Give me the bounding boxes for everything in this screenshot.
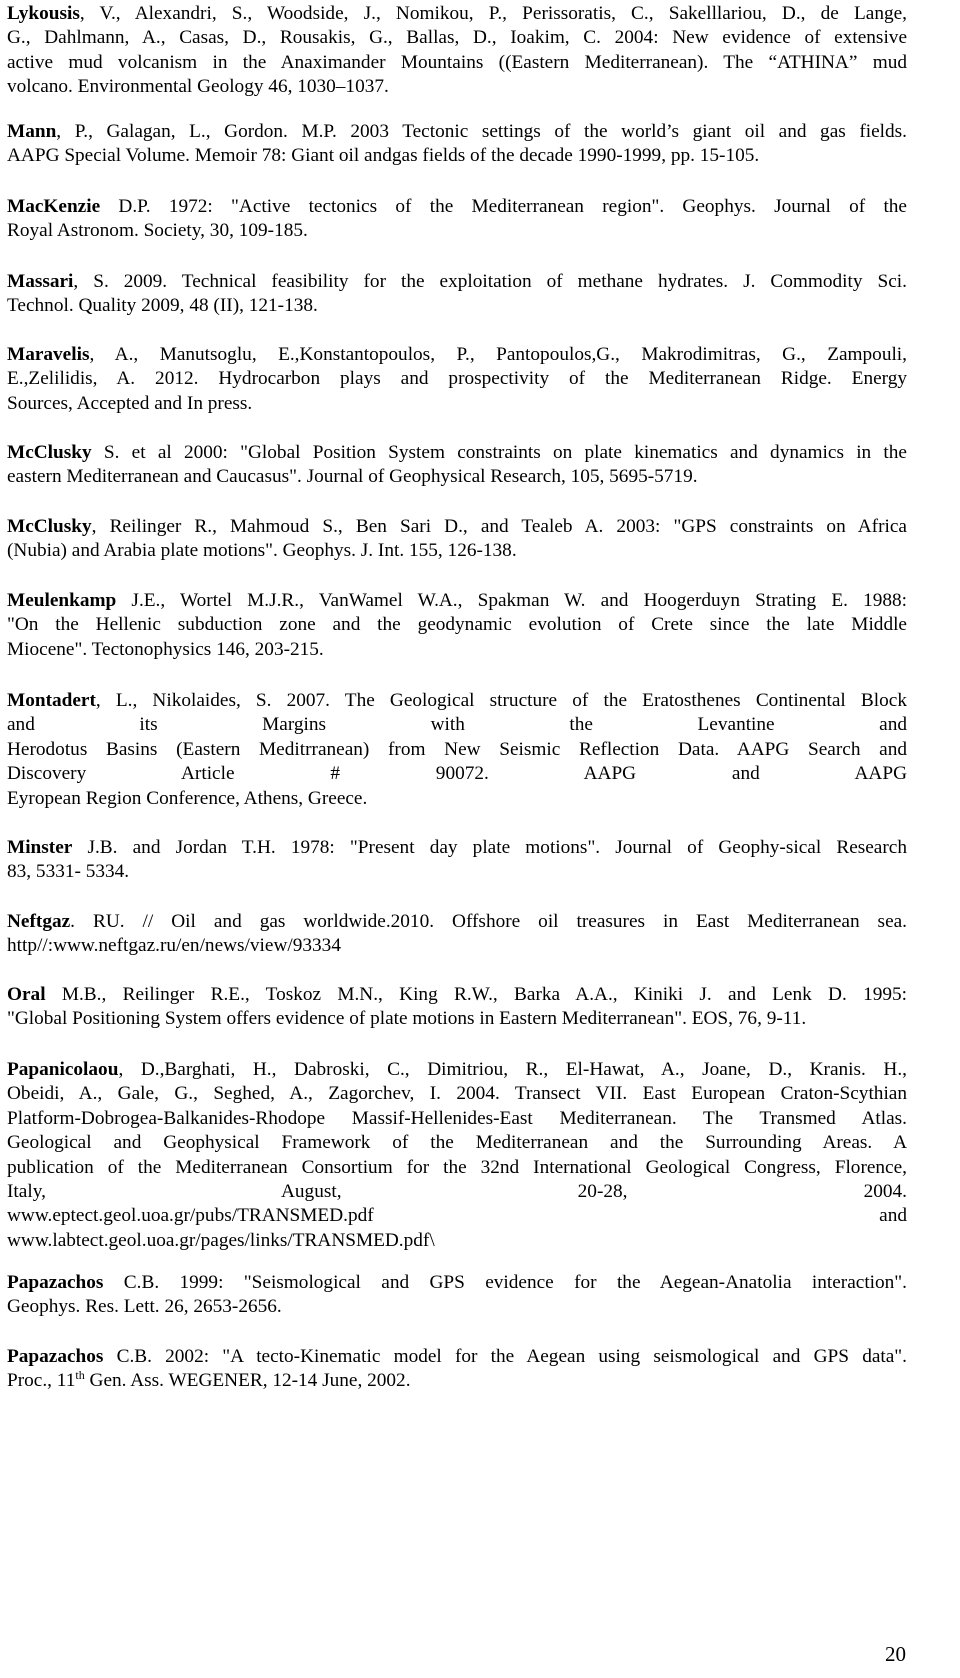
- reference-line: [7, 1180, 907, 1204]
- reference-author-name: Massari: [7, 271, 74, 292]
- reference-text: Miocene". Tectonophysics 146, 203-215.: [7, 638, 324, 660]
- reference-text: Proc., 11: [7, 1370, 76, 1392]
- reference-line: [7, 860, 907, 884]
- reference-entry: [7, 910, 907, 959]
- reference-line: [7, 638, 907, 662]
- reference-text: , L., Nikolaides, S. 2007. The Geological structure of the Eratosthenes Continental Block: [95, 690, 907, 711]
- reference-text: , S. 2009. Technical feasibility for the exploitation of methane hydrates. J. Commodity Sci.: [73, 271, 907, 292]
- reference-text: www.eptect.geol.uoa.gr/pubs/TRANSMED.pdf and: [7, 1205, 907, 1227]
- reference-text: Geophys. Res. Lett. 26, 2653-2656.: [7, 1296, 282, 1318]
- reference-text: Obeidi, A., Gale, G., Seghed, A., Zagorchev, I. 2004. Transect VII. East European Craton-Scythian: [7, 1083, 907, 1105]
- reference-text: Sources, Accepted and In press.: [7, 392, 253, 414]
- reference-text: Discovery Article # 90072. AAPG and AAPG: [7, 763, 907, 785]
- reference-line: [7, 120, 907, 144]
- reference-line: [7, 75, 907, 99]
- reference-author-name: McClusky: [7, 516, 92, 537]
- reference-text: G., Dahlmann, A., Casas, D., Rousakis, G., Ballas, D., Ioakim, C. 2004: New evidence of extensive: [7, 27, 907, 49]
- reference-entry: [7, 441, 907, 490]
- reference-text: . RU. // Oil and gas worldwide.2010. Offshore oil treasures in East Mediterranean sea.: [70, 911, 907, 932]
- reference-text: eastern Mediterranean and Caucasus". Journal of Geophysical Research, 105, 5695-5719.: [7, 466, 698, 488]
- reference-text: M.B., Reilinger R.E., Toskoz M.N., King R.W., Barka A.A., Kiniki J. and Lenk D. 1995:: [45, 984, 907, 1005]
- reference-text: C.B. 2002: "A tecto-Kinematic model for the Aegean using seismological and GPS data".: [103, 1346, 907, 1367]
- reference-text: http//:www.neftgaz.ru/en/news/view/93334: [7, 935, 341, 957]
- reference-entry: [7, 343, 907, 416]
- reference-line: [7, 983, 907, 1007]
- reference-text: C.B. 1999: "Seismological and GPS evidence for the Aegean-Anatolia interaction".: [103, 1272, 907, 1293]
- reference-line: [7, 144, 907, 168]
- reference-entry: [7, 1271, 907, 1320]
- reference-line: [7, 1007, 907, 1031]
- reference-text: www.labtect.geol.uoa.gr/pages/links/TRANSMED.pdf\: [7, 1229, 435, 1251]
- reference-line: [7, 51, 907, 75]
- reference-entry: [7, 515, 907, 564]
- reference-text: active mud volcanism in the Anaximander Mountains ((Eastern Mediterranean). The “ATHINA” mud: [7, 51, 907, 73]
- reference-line: [7, 1058, 907, 1082]
- reference-line: [7, 2, 907, 26]
- reference-entry: [7, 270, 907, 319]
- reference-author-name: Montadert: [7, 690, 96, 711]
- reference-author-name: Minster: [7, 837, 73, 858]
- reference-line: [7, 294, 907, 318]
- reference-text: and its Margins with the Levantine and: [7, 714, 907, 736]
- reference-line: [7, 441, 907, 465]
- reference-text: D.P. 1972: "Active tectonics of the Mediterranean region". Geophys. Journal of the: [100, 196, 907, 217]
- reference-line: [7, 787, 907, 811]
- reference-text: , P., Galagan, L., Gordon. M.P. 2003 Tectonic settings of the world’s giant oil and gas fields.: [56, 121, 907, 142]
- reference-text: publication of the Mediterranean Consortium for the 32nd International Geological Congress, Florence,: [7, 1156, 907, 1178]
- reference-line: [7, 26, 907, 50]
- reference-text: Italy, August, 20-28, 2004.: [7, 1181, 907, 1203]
- reference-text: 83, 5331- 5334.: [7, 861, 130, 883]
- reference-text: Platform-Dobrogea-Balkanides-Rhodope Massif-Hellenides-East Mediterranean. The Transmed Atlas.: [7, 1107, 907, 1129]
- reference-text: J.E., Wortel M.J.R., VanWamel W.A., Spakman W. and Hoogerduyn Strating E. 1988:: [116, 590, 907, 611]
- reference-line: [7, 270, 907, 294]
- reference-text: volcano. Environmental Geology 46, 1030–1037.: [7, 76, 389, 98]
- reference-line: [7, 1131, 907, 1155]
- reference-line: [7, 689, 907, 713]
- reference-text: (Nubia) and Arabia plate motions". Geophys. J. Int. 155, 126-138.: [7, 540, 517, 562]
- reference-text: Gen. Ass. WEGENER, 12-14 June, 2002.: [84, 1370, 411, 1392]
- reference-line: [7, 1107, 907, 1131]
- reference-text: "On the Hellenic subduction zone and the geodynamic evolution of Crete since the late Middle: [7, 614, 907, 636]
- reference-text: J.B. and Jordan T.H. 1978: "Present day plate motions". Journal of Geophy-sical Research: [72, 837, 907, 858]
- reference-entry: [7, 589, 907, 662]
- reference-entry: [7, 836, 907, 885]
- reference-text: Eyropean Region Conference, Athens, Greece.: [7, 787, 368, 809]
- reference-line: [7, 539, 907, 563]
- reference-entry: [7, 195, 907, 244]
- reference-text: , D.,Barghati, H., Dabroski, C., Dimitriou, R., El-Hawat, A., Joane, D., Kranis. H.,: [118, 1059, 907, 1080]
- reference-line: [7, 934, 907, 958]
- reference-line: [7, 1229, 907, 1253]
- reference-text: S. et al 2000: "Global Position System constraints on plate kinematics and dynamics in the: [91, 442, 907, 463]
- reference-text: AAPG Special Volume. Memoir 78: Giant oil andgas fields of the decade 1990-1999, pp. 15-105.: [7, 145, 760, 167]
- reference-line: [7, 1204, 907, 1228]
- reference-line: [7, 465, 907, 489]
- reference-author-name: Papazachos: [7, 1272, 104, 1293]
- reference-entry: [7, 1345, 907, 1394]
- reference-author-name: Meulenkamp: [7, 590, 117, 611]
- reference-author-name: Mann: [7, 121, 57, 142]
- reference-line: [7, 1345, 907, 1369]
- reference-line: [7, 589, 907, 613]
- reference-line: [7, 515, 907, 539]
- reference-text: , Reilinger R., Mahmoud S., Ben Sari D., and Tealeb A. 2003: "GPS constraints on Africa: [91, 516, 907, 537]
- reference-text: , A., Manutsoglu, E.,Konstantopoulos, P., Pantopoulos,G., Makrodimitras, G., Zampouli,: [89, 344, 907, 365]
- reference-author-name: Papanicolaou: [7, 1059, 119, 1080]
- reference-line: [7, 1156, 907, 1180]
- reference-line: [7, 1082, 907, 1106]
- reference-line: [7, 613, 907, 637]
- reference-author-name: McClusky: [7, 442, 92, 463]
- reference-line: [7, 343, 907, 367]
- reference-line: [7, 392, 907, 416]
- page-number: 20: [885, 1642, 906, 1666]
- reference-line: [7, 910, 907, 934]
- reference-author-name: Neftgaz: [7, 911, 71, 932]
- reference-entry: [7, 689, 907, 811]
- reference-author-name: Lykousis: [7, 3, 80, 24]
- reference-entry: [7, 1058, 907, 1253]
- reference-line: [7, 195, 907, 219]
- reference-author-name: Oral: [7, 984, 46, 1005]
- reference-text: E.,Zelilidis, A. 2012. Hydrocarbon plays and prospectivity of the Mediterranean Ridge. Energy: [7, 368, 907, 390]
- reference-line: [7, 1369, 907, 1393]
- reference-author-name: Papazachos: [7, 1346, 104, 1367]
- reference-line: [7, 367, 907, 391]
- reference-entry: [7, 983, 907, 1032]
- reference-author-name: Maravelis: [7, 344, 90, 365]
- reference-text: Herodotus Basins (Eastern Meditrranean) from New Seismic Reflection Data. AAPG Search and: [7, 738, 907, 760]
- reference-entry: [7, 2, 907, 100]
- reference-author-name: MacKenzie: [7, 196, 101, 217]
- reference-text: , V., Alexandri, S., Woodside, J., Nomikou, P., Perissoratis, C., Sakelllariou, D., de Lange,: [79, 3, 907, 24]
- reference-entry: [7, 120, 907, 169]
- reference-line: [7, 1295, 907, 1319]
- reference-line: [7, 762, 907, 786]
- reference-text: Royal Astronom. Society, 30, 109-185.: [7, 220, 308, 242]
- reference-line: [7, 219, 907, 243]
- reference-line: [7, 836, 907, 860]
- reference-line: [7, 713, 907, 737]
- ordinal-superscript: th: [75, 1368, 85, 1383]
- reference-text: Technol. Quality 2009, 48 (II), 121-138.: [7, 295, 318, 317]
- reference-text: "Global Positioning System offers evidence of plate motions in Eastern Mediterranean". EOS, 76, 9-11.: [7, 1008, 807, 1030]
- reference-line: [7, 738, 907, 762]
- reference-text: Geological and Geophysical Framework of the Mediterranean and the Surrounding Areas. A: [7, 1132, 907, 1154]
- reference-line: [7, 1271, 907, 1295]
